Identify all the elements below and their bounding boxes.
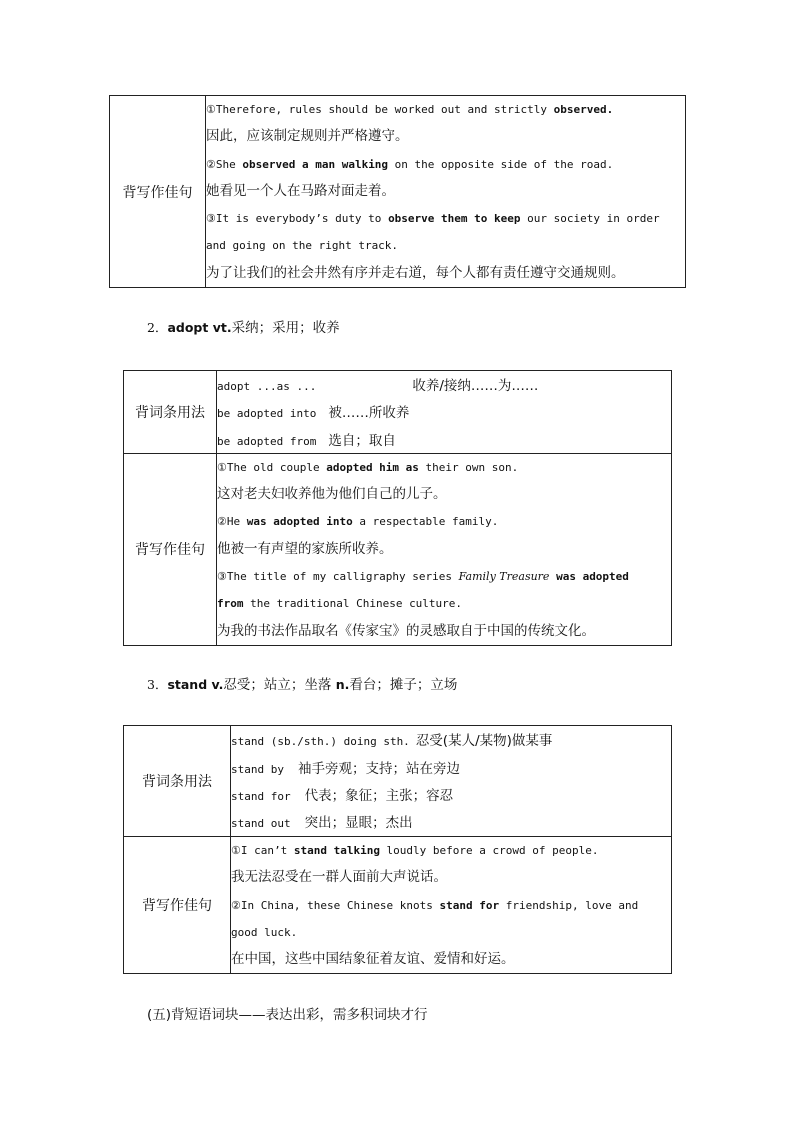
label-sentences: 背写作佳句 (110, 96, 206, 288)
label-usage: 背词条用法 (124, 371, 217, 454)
heading-adopt: 2．adopt vt.采纳；采用；收养 (147, 320, 340, 336)
sentences-cell: ①Therefore, rules should be worked out and strictly observed. 因此，应该制定规则并严格遵守。 ②She observed a man walking on the opposite side of the road. 她看见一个人在马路对面走着。 ③It is everybody’s duty to observe them to keep our society in order and going on the right track. 为了让我们的社会井然有序并走右道，每个人都有责任遵守交通规则。 (206, 96, 686, 288)
adopt-table (123, 370, 672, 646)
stand-table (123, 725, 672, 974)
sentences-cell: ①I can’t stand talking loudly before a crowd of people. 我无法忍受在一群人面前大声说话。 ②In China, these Chinese knots stand for friendship, love and good luck. 在中国，这些中国结象征着友谊、爱情和好运。 (231, 837, 672, 974)
heading-phrases: (五)背短语词块——表达出彩，需多积词块才行 (147, 1007, 428, 1023)
label-usage: 背词条用法 (124, 726, 231, 837)
heading-stand: 3．stand v.忍受；站立；坐落 n.看台；摊子；立场 (147, 677, 458, 693)
sentences-cell: ①The old couple adopted him as their own son. 这对老夫妇收养他为他们自己的儿子。 ②He was adopted into a respectable family. 他被一有声望的家族所收养。 ③The title of my calligraphy series Family Treasure was adopted from the traditional Chinese culture. 为我的书法作品取名《传家宝》的灵感取自于中国的传统文化。 (217, 453, 672, 645)
usage-cell: adopt ...as ... 收养/接纳……为…… be adopted into 被……所收养 be adopted from 选自；取自 (217, 371, 672, 454)
label-sentences: 背写作佳句 (124, 837, 231, 974)
observe-sentences-table (109, 95, 686, 288)
usage-cell: stand (sb./sth.) doing sth. 忍受(某人/某物)做某事 stand by 袖手旁观；支持；站在旁边 stand for 代表；象征；主张；容忍 stand out 突出；显眼；杰出 (231, 726, 672, 837)
label-sentences: 背写作佳句 (124, 453, 217, 645)
